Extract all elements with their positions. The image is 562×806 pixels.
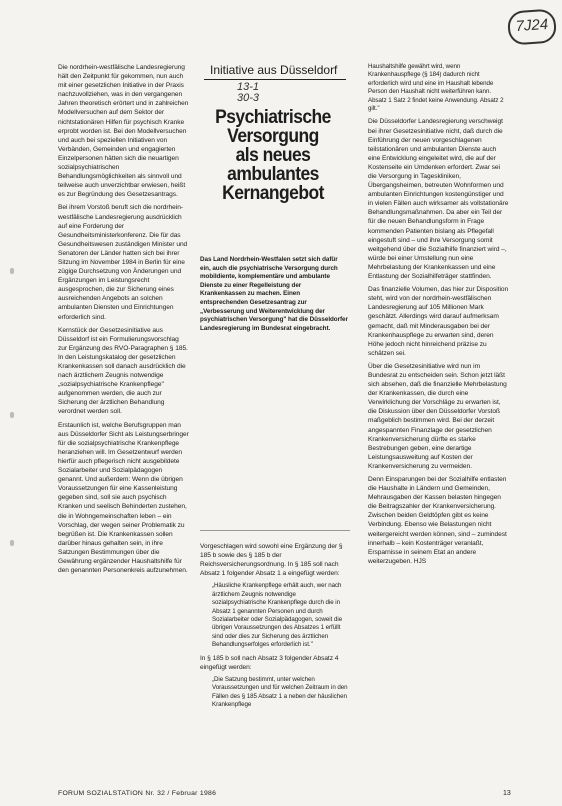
scan-mark xyxy=(10,540,14,546)
lead-paragraph xyxy=(200,256,348,337)
headline-line: als neues xyxy=(235,145,311,166)
article-kicker: Initiative aus Düsseldorf xyxy=(210,63,338,77)
lead-text: Das Land Nordrhein-Westfalen setzt sich dafür ein, auch die psychiatrische Versorgung durch mobildiente, komplementäre und ambulante Dienste zu einer Regelleistung der Krankenkassen zu machen. Einen entsprechenden Gesetzesantrag zur „Verbesserung und Weiterentwicklung der psychiatrischen Versorgung" hat die Düsseldorfer Landesregierung im Bundesrat eingebracht. xyxy=(200,256,348,332)
article-headline xyxy=(204,108,342,203)
page-number: 13 xyxy=(503,790,511,797)
quoted-law-text: Haushaltshilfe gewährt wird, wenn Krankenhauspflege (§ 184) dadurch nicht erforderlich wird und eine im Haushalt lebende Person den Haushalt nicht weiterführen kann. Absatz 1 Satz 2 findet keine Anwendung. Absatz 2 gilt." xyxy=(368,63,504,113)
right-text-column xyxy=(368,63,510,570)
headline-line: Kernangebot xyxy=(222,183,324,204)
paragraph: Vorgeschlagen wird sowohl eine Ergänzung der § 185 b sowie des § 185 b der Reichsversicherungsordnung. In § 185 soll nach Absatz 1 folgender Absatz 1 a eingefügt werden: xyxy=(200,543,343,578)
handwritten-note xyxy=(237,82,259,104)
punch-marks xyxy=(10,0,20,806)
handwritten-note-line: 13-1 xyxy=(237,81,260,93)
handwritten-note-line: 30-3 xyxy=(237,92,260,104)
scan-mark xyxy=(10,268,14,274)
paragraph: Erstaunlich ist, welche Berufsgruppen man aus Düsseldorfer Sicht als Leistungserbringer für die sozialpsychiatrische Krankenpflege heranziehen will. Im Gesetzentwurf werden hierfür auch pflegerisch nicht ausgebildete Sozialarbeiter und Sozialpädagogen genannt. Und außerdem: Wenn die übrigen Voraussetzungen für eine Kassenleistung gegeben sind, soll sie auch psychisch Kranken und seelisch Behinderten zustehen, die in Wohngemeinschaften leben – ein Vorschlag, der wegen seiner Problematik zu begrüßen ist. Die Krankenkassen sollen darüber hinaus gehalten sein, in ihre Satzungen Bestimmungen über die Gewährung ergänzender Haushaltshilfe für den genannten Personenkreis aufzunehmen. xyxy=(58,421,189,575)
left-text-column xyxy=(58,63,189,579)
headline-line: Psychiatrische xyxy=(215,107,331,128)
paragraph: Das finanzielle Volumen, das hier zur Disposition steht, wird von der nordrhein-westfälischen Landesregierung auf 105 Millionen Mark geschätzt. Allerdings wird darauf aufmerksam gemacht, daß mit Minderausgaben bei der Krankenhauspflege zu erwarten sind, deren Höhe jedoch nicht hinreichend präzise zu schätzen sei. xyxy=(368,286,509,357)
paragraph: Über die Gesetzesinitiative wird nun im Bundesrat zu entscheiden sein. Schon jetzt läßt sich absehen, daß die finanzielle Mehrbelastung der Krankenkassen, die durch eine Verwirklichung der Vorschläge zu erwarten ist, die Diskussion über den Düsseldorfer Vorstoß maßgeblich bestimmen wird. Bei der derzeit angespannten Finanzlage der gesetzlichen Krankenversicherung dürfte es starke Bestrebungen geben, eine derartige Leistungsausweitung auf Kosten der Krankenversicherung zu vermeiden. xyxy=(368,362,507,470)
paragraph: Bei ihrem Vorstoß beruft sich die nordrhein-westfälische Landesregierung ausdrücklich auf eine Forderung der Gesundheitsministerkonferenz. Die für das Gesundheitswesen zuständigen Minister und Senatoren der Länder hatten sich bei ihrer Sitzung im November 1984 in Berlin für eine zügige Durchsetzung von Änderungen und Ergänzungen im Leistungsrecht ausgesprochen, die zur Sicherung eines ausreichenden Angebots an solchen ambulanten Diensten und Einrichtungen erforderlich sind. xyxy=(58,204,188,321)
quoted-law-text: „Häusliche Krankenpflege erhält auch, wer nach ärztlichem Zeugnis notwendige sozialpsychiatrische Krankenpflege durch die in Absatz 1 genannten Personen und durch Sozialarbeiter oder Sozialpädagogen, soweit die übrigen Voraussetzungen des Absatzes 1 erfüllt sind oder dies zur Sicherung des ärztlichen Behandlungserfolges erforderlich ist." xyxy=(212,582,343,649)
publication-footer: FORUM SOZIALSTATION Nr. 32 / Februar 1986 xyxy=(58,790,217,797)
paragraph: Denn Einsparungen bei der Sozialhilfe entlasten die Haushalte in Ländern und Gemeinden, Mehrausgaben der Kassen belasten hingegen die Beitragszahler der Krankenversicherung. Zwischen beiden Geldtöpfen gibt es keine Verbindung. Ebenso wie Belastungen nicht weitergereicht werden können, sind – zumindest innerhalb – kein Kostenträger veranlaßt, Ersparnisse in seinem Etat an andere weiterzugeben. HJS xyxy=(368,476,507,565)
quoted-law-text: „Die Satzung bestimmt, unter welchen Voraussetzungen und für welchen Zeitraum in den Fällen des § 185 Absatz 1 a neben der häuslichen Krankenpflege xyxy=(212,675,348,709)
archive-stamp: 7J24 xyxy=(507,8,557,45)
paragraph: Die Düsseldorfer Landesregierung verschweigt bei ihrer Gesetzesinitiative nicht, daß durch die Einführung der neuen vorgeschlagenen teilstationären und ambulanten Dienste auch eine Entwicklung eingeleitet wird, die auf der Kostenseite ein Umdenken erfordert. Zwar sei die Versorgung in Tageskliniken, Übergangsheimen, betreuten Wohnformen und ambulanten Einrichtungen kostengünstiger und in vielen Fällen auch wirksamer als vollstationäre Behandlungsmaßnahmen. Da aber ein Teil der für die neuen Behandlungsform in Frage kommenden Patienten bislang als Pflegefall eingestuft sind – und ihre Versorgung somit weitgehend über die Sozialhilfe finanziert wird –, würde bei einer Umstellung nun eine Mehrbelastung der Krankenkassen und eine Entlastung der Sozialhilfeträger stattfinden. xyxy=(368,118,509,281)
column-divider xyxy=(200,530,350,531)
headline-line: ambulantes xyxy=(227,164,319,185)
paragraph: Die nordrhein-westfälische Landesregierung hält den Zeitpunkt für gekommen, nun auch mit einer gesetzlichen Initiative in der Praxis nachzuvollziehen, was in den vergangenen Jahren theoretisch erörtert und in zahlreichen Modellversuchen auf dem Sektor der nichtstationären Hilfen für psychisch Kranke erprobt worden ist. Bei den Modellversuchen und auch bei speziellen Initiativen von Verbänden, Gemeinden und engagierten Einzelpersonen hätten sich die neuartigen sozialpsychiatrischen Behandlungsmöglichkeiten als sinnvoll und teilweise auch unverzichtbar erwiesen, heißt es zur Begründung des Gesetzesantrags. xyxy=(58,64,189,199)
kicker-underline xyxy=(204,79,346,80)
scan-mark xyxy=(10,412,14,418)
middle-text-column xyxy=(200,542,348,711)
paragraph: Kernstück der Gesetzesinitiative aus Düsseldorf ist ein Formulierungsvorschlag zur Ergänzung des RVO-Paragraphen § 185. In den Leistungskatalog der gesetzlichen Krankenkassen soll danach ausdrücklich die nach ärztlichem Zeugnis notwendige „sozialpsychiatrische Krankenpflege" aufgenommen werden, die auch zur Sicherung der ärztlichen Behandlung verordnet werden soll. xyxy=(58,326,188,416)
paragraph: In § 185 b soll nach Absatz 3 folgender Absatz 4 eingefügt werden: xyxy=(200,654,339,671)
headline-line: Versorgung xyxy=(227,126,319,147)
